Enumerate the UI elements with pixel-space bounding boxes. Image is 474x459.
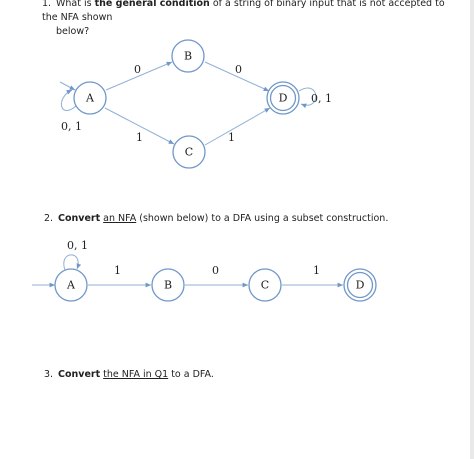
question-number: 1. xyxy=(42,0,52,9)
question-number: 3. xyxy=(44,369,54,380)
nfa1-label-a-loop: 0, 1 xyxy=(61,120,82,133)
question-underlined: the NFA in Q1 xyxy=(103,369,169,380)
nfa2-state-c-label: C xyxy=(260,278,270,292)
question-text-line2: below? xyxy=(56,26,90,37)
nfa2-label-b-c: 0 xyxy=(212,264,219,277)
nfa2-state-b-label: B xyxy=(163,278,173,292)
question-emphasis: the general condition xyxy=(94,0,210,9)
question-emphasis: Convert xyxy=(58,369,101,380)
nfa1-label-a-c: 1 xyxy=(136,131,143,144)
question-text: What is xyxy=(56,0,95,9)
question-text: (shown below) to a DFA using a subset construction. xyxy=(136,213,389,224)
page-edge xyxy=(470,0,474,459)
nfa2-state-d-label: D xyxy=(355,278,365,292)
nfa1-state-c-label: C xyxy=(184,145,194,159)
nfa2-label-a-b: 1 xyxy=(114,264,121,277)
question-text: of a string of binary input that is not accepted to the NFA shown xyxy=(42,0,445,23)
question-number: 2. xyxy=(44,213,54,224)
nfa1-state-d-label: D xyxy=(278,91,288,105)
nfa1-state-a-label: A xyxy=(86,91,94,105)
nfa1-label-b-d: 0 xyxy=(235,63,242,76)
question-text: to a DFA. xyxy=(168,369,214,380)
question-emphasis: Convert xyxy=(58,213,101,224)
nfa1-state-b-label: B xyxy=(183,49,193,63)
nfa1-label-d-loop: 0, 1 xyxy=(311,92,332,105)
nfa1-start-arrow xyxy=(60,82,75,90)
nfa1-edge-c-d xyxy=(205,108,270,145)
nfa1-label-a-b: 0 xyxy=(134,63,141,76)
nfa2-a-loop xyxy=(64,255,78,270)
question-underlined: an NFA xyxy=(103,213,137,224)
nfa1-diagram xyxy=(60,40,332,168)
nfa1-label-c-d: 1 xyxy=(228,131,235,144)
nfa2-label-c-d: 1 xyxy=(313,264,320,277)
nfa2-label-a-loop: 0, 1 xyxy=(67,239,88,252)
nfa2-state-a-label: A xyxy=(67,278,75,292)
nfa2-diagram xyxy=(32,239,376,301)
